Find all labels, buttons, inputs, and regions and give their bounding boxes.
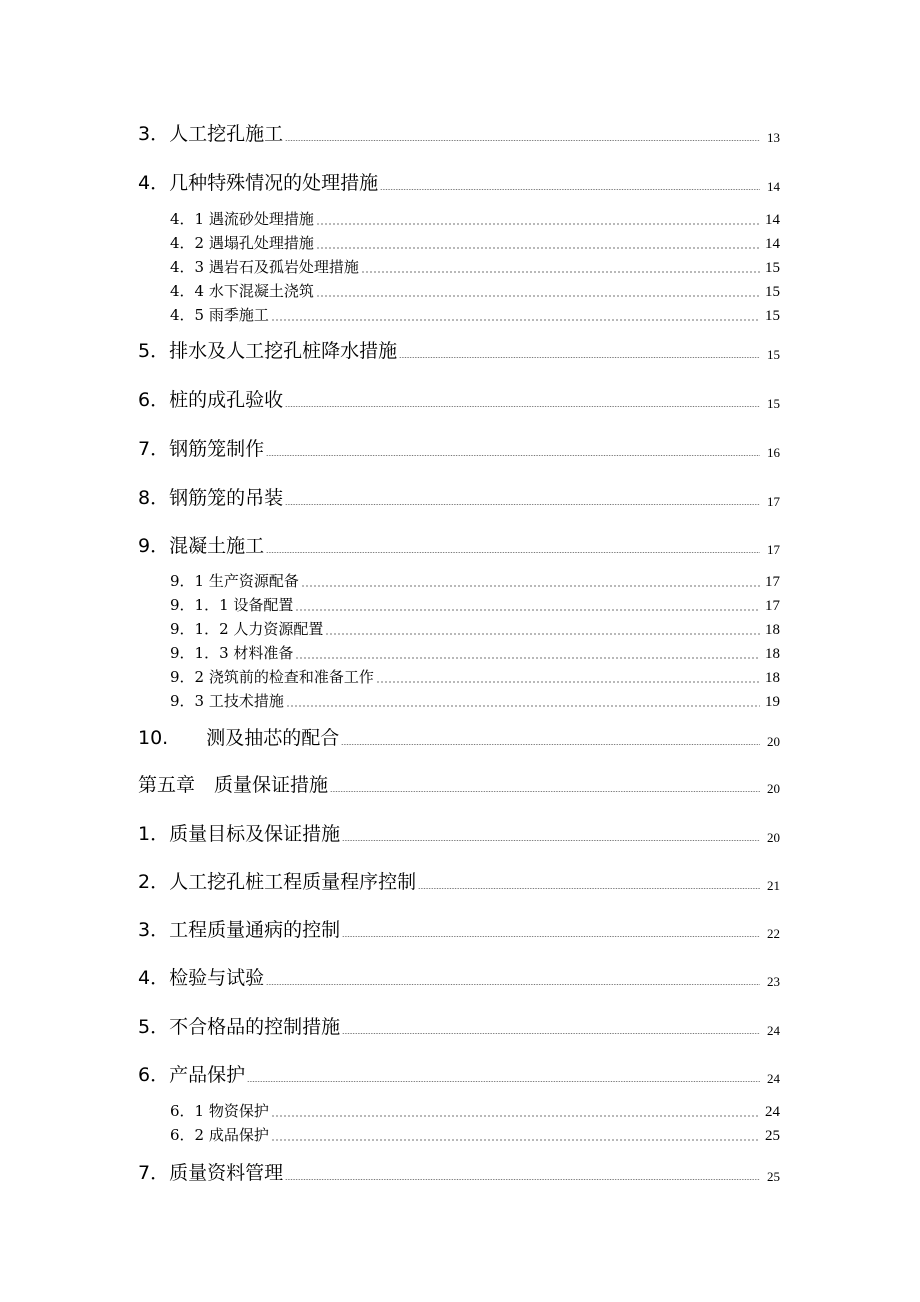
toc-entry-page: 14: [765, 212, 780, 228]
toc-entry[interactable]: [0, 1061, 920, 1087]
toc-entry-page: 15: [765, 308, 780, 324]
toc-entry-label: 9．混凝土施工: [138, 535, 265, 557]
toc-entry[interactable]: [0, 643, 920, 663]
toc-entry-label: 3．工程质量通病的控制: [138, 919, 341, 941]
toc-entry-label: 4．2 遇塌孔处理措施: [170, 234, 314, 252]
toc-entry[interactable]: [0, 337, 920, 363]
toc-entry-page: 24: [767, 1023, 780, 1038]
toc-entry-label: 4．几种特殊情况的处理措施: [138, 172, 379, 194]
toc-entry-label: 5．不合格品的控制措施: [138, 1016, 341, 1038]
toc-entry[interactable]: [0, 435, 920, 461]
dot-leader: [271, 1139, 760, 1141]
toc-entry-page: 22: [767, 926, 780, 941]
toc-entry[interactable]: [0, 595, 920, 615]
toc-entry[interactable]: [0, 571, 920, 591]
toc-entry[interactable]: [0, 916, 920, 942]
toc-entry-page: 24: [767, 1071, 780, 1086]
dot-leader: [295, 609, 760, 611]
toc-entry[interactable]: [0, 532, 920, 558]
dot-leader: [376, 681, 760, 683]
toc-entry[interactable]: [0, 484, 920, 510]
toc-entry[interactable]: [0, 667, 920, 687]
toc-entry[interactable]: [0, 619, 920, 639]
toc-entry-page: 24: [765, 1104, 780, 1120]
toc-entry[interactable]: [0, 386, 920, 412]
dot-leader: [325, 633, 760, 635]
dot-leader: [285, 504, 760, 505]
toc-entry-page: 20: [767, 781, 780, 796]
toc-entry[interactable]: [0, 771, 920, 797]
toc-entry-page: 15: [765, 260, 780, 276]
toc-entry-page: 13: [767, 130, 780, 145]
toc-entry[interactable]: [0, 724, 920, 750]
toc-entry-label: 9．1．1 设备配置: [170, 596, 294, 614]
toc-entry-page: 20: [767, 734, 780, 749]
toc-entry[interactable]: [0, 1125, 920, 1145]
toc-entry-label: 5．排水及人工挖孔桩降水措施: [138, 340, 398, 362]
toc-entry[interactable]: [0, 233, 920, 253]
toc-entry[interactable]: [0, 691, 920, 711]
toc-entry[interactable]: [0, 1013, 920, 1039]
toc-entry-page: 20: [767, 830, 780, 845]
dot-leader: [247, 1081, 760, 1082]
dot-leader: [341, 744, 760, 745]
toc-entry-page: 18: [765, 646, 780, 662]
dot-leader: [271, 319, 760, 321]
dot-leader: [342, 840, 760, 841]
toc-entry-page: 21: [767, 878, 780, 893]
toc-entry-label: 2．人工挖孔桩工程质量程序控制: [138, 871, 417, 893]
toc-entry[interactable]: [0, 964, 920, 990]
toc-entry[interactable]: [0, 820, 920, 846]
toc-entry[interactable]: [0, 169, 920, 195]
toc-entry-label: 9．1 生产资源配备: [170, 572, 299, 590]
toc-entry-label: 10. 测及抽芯的配合: [138, 727, 340, 749]
toc-entry[interactable]: [0, 305, 920, 325]
dot-leader: [316, 295, 760, 297]
toc-entry-page: 15: [767, 396, 780, 411]
toc-entry-page: 15: [767, 347, 780, 362]
toc-entry-label: 7．质量资料管理: [138, 1162, 284, 1184]
dot-leader: [316, 223, 760, 225]
toc-entry[interactable]: [0, 1159, 920, 1185]
dot-leader: [285, 140, 760, 141]
toc-entry-page: 15: [765, 284, 780, 300]
toc-entry-page: 25: [765, 1128, 780, 1144]
toc-entry-label: 8．钢筋笼的吊装: [138, 487, 284, 509]
toc-entry-page: 18: [765, 670, 780, 686]
dot-leader: [399, 357, 760, 358]
toc-entry[interactable]: [0, 257, 920, 277]
toc-entry-page: 23: [767, 974, 780, 989]
dot-leader: [266, 552, 760, 553]
toc-entry-page: 17: [765, 574, 780, 590]
dot-leader: [316, 247, 760, 249]
toc-entry-page: 19: [765, 694, 780, 710]
toc-entry-label: 4．5 雨季施工: [170, 306, 269, 324]
dot-leader: [266, 455, 760, 456]
toc-entry-label: 7．钢筋笼制作: [138, 438, 265, 460]
toc-entry-label: 6．1 物资保护: [170, 1102, 269, 1120]
toc-entry-page: 17: [767, 494, 780, 509]
dot-leader: [271, 1115, 760, 1117]
dot-leader: [342, 936, 760, 937]
toc-entry[interactable]: [0, 868, 920, 894]
toc-entry-page: 18: [765, 622, 780, 638]
toc-entry-label: 6．2 成品保护: [170, 1126, 269, 1144]
toc-entry-page: 16: [767, 445, 780, 460]
dot-leader: [342, 1033, 760, 1034]
dot-leader: [418, 888, 760, 889]
toc-entry-label: 4．1 遇流砂处理措施: [170, 210, 314, 228]
toc-entry[interactable]: [0, 209, 920, 229]
toc-entry-label: 4．4 水下混凝土浇筑: [170, 282, 314, 300]
toc-entry-page: 17: [765, 598, 780, 614]
dot-leader: [301, 585, 760, 587]
toc-entry-label: 9．3 工技术措施: [170, 692, 284, 710]
toc-entry-label: 第五章 质量保证措施: [138, 774, 329, 796]
dot-leader: [285, 1179, 760, 1180]
toc-entry-page: 14: [767, 179, 780, 194]
toc-entry-label: 9．2 浇筑前的检查和准备工作: [170, 668, 374, 686]
toc-entry-page: 25: [767, 1169, 780, 1184]
toc-entry-page: 14: [765, 236, 780, 252]
toc-entry-label: 1．质量目标及保证措施: [138, 823, 341, 845]
toc-entry-label: 4．3 遇岩石及孤岩处理措施: [170, 258, 359, 276]
toc-entry-page: 17: [767, 542, 780, 557]
toc-entry[interactable]: [0, 1101, 920, 1121]
dot-leader: [295, 657, 760, 659]
toc-entry-label: 4．检验与试验: [138, 967, 265, 989]
dot-leader: [286, 705, 760, 707]
dot-leader: [330, 791, 760, 792]
dot-leader: [361, 271, 760, 273]
toc-entry-label: 3．人工挖孔施工: [138, 123, 284, 145]
dot-leader: [285, 406, 760, 407]
toc-entry-label: 6．桩的成孔验收: [138, 389, 284, 411]
toc-entry[interactable]: [0, 120, 920, 146]
toc-entry-label: 6．产品保护: [138, 1064, 246, 1086]
toc-entry[interactable]: [0, 281, 920, 301]
dot-leader: [266, 984, 760, 985]
toc-entry-label: 9．1．3 材料准备: [170, 644, 294, 662]
toc-entry-label: 9．1．2 人力资源配置: [170, 620, 324, 638]
dot-leader: [380, 189, 760, 190]
